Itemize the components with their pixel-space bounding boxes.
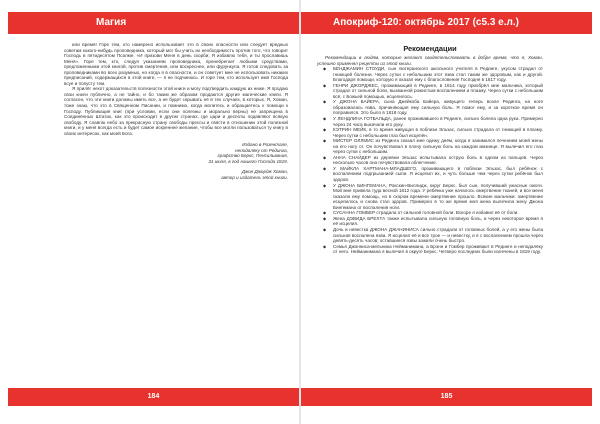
list-item: ◆ АННА СНАЙДЕР из деревни Эльзас испытывала острую боль в одном из пальцев. Через несколько часов она почувствовала облегчение. [317,155,543,166]
list-item: ◆ У МАЙКЛА ХАРТМАНА-МЛАДШЕГО, проживающего в поблизи Эльзас, был ребёнок с воспалением подгрызанией сыпи. Я исцелил их, и чуть больше чем через сутки ребёнок был здоров. [317,166,543,183]
left-page-header: Магия [8,12,299,34]
list-item: ◆ У ДЖОНА БАЙЕРА, сына Джейкоба Байера, живущего теперь возле Рединга, на ноге образовалась язва, причиняющая ему сильную боль. Я помог ему, и за короткое время он поправился. Это было в 1818 году. [317,99,543,116]
right-page-number: 185 [301,388,592,406]
left-page-body [64,42,288,181]
list-item: ◆ У ДЖОНА БИНГЕМАНА, Рокскин-Виллидж, округ Беркс, был сын, получивший ужасные ожоги. Мой мне привела туда весной 1812 года. У ребёнка уже началось омертвение тканей, и все меня оказали ему помощь, но в скором времени омертвение прошло. Всякие мальчики: омертвение исцелилось и снова стал здоров. Примерно в то же время моя жена вылечила жену Джона Бингемана от воспаления ноги. [317,183,543,211]
list-item: ◆ КЭТРИН МЕЙК, в то время живущая в поблизи Эльзас, сильно страдала от гниющей в плазму. Через сутки с небольшим глаз был исцелён. [317,127,543,138]
list-item: ◆ Жена ДЭВИДА БРЕХТА также испытывала сильную головную боль, и через некоторое время я её исцелил. [317,216,543,227]
list-item: ◆ Семья Джонниса-мельника Нейманимана, а Брэнн и Гомбер проживают в Рединге и неподалёку от него. Нейманимана я вылечил в округе Беркс. Четверо последних были излечены в 1819 году. [317,244,543,255]
signature-line: неподалёку от Рединга, [235,147,288,153]
right-page-body [317,44,543,255]
intro-text: Рекомендации в людям, которые желают свидетельствовать в добре время, что я, Хоман, успешно применял рецепты из этой книги. [317,55,543,66]
right-page-header: Апокриф-120: октябрь 2017 (с5.3 е.л.) [301,12,592,34]
list-item: ◆ МИСТЕР ОЛЛМИС из Рединга сказал мне одежу днём, когда я занимался лечением моей жены на его ногу от. Он почувствовал в плачу сильную боль на каждом мизинце. Я вылечил его глаз через сутки с небольшим. [317,138,543,155]
signature-line: Издано в Розентале, [242,142,288,148]
list-item: ◆ БЕНДЖАМИН СТОУДИ, сын лютеранского школьного учителя в Рединге, укусом страдал от гниющей болезни. Через сутки с небольшим этот язва стал таким же здоровым, как и другой. Благодаря помощи, которую я оказал ему с благословения Господня в 1817 году. [317,66,543,83]
list-item: ◆ ГЕНРИ ДЖОРДЖЕС, проживающий в Рединге, в 1814 году приобрёл мне мальчика, который страдал от сильной боли, вызванной рожистым воспалением и плазму. Через сутки с небольшим всё, с Божьей помощью, исцелилось. [317,83,543,100]
paragraph: Я прилёг нехот доказательств полезности этой книги и могу подтвердить каждую из ниже. Я продаю свои книги публично, а не тайно, и бо таким же образом продаются другие магические книги. Я согласен, что эти книги должны иметь все, а не будет скрывать её в тех случаях, в которых. Я, Хоман, тоже знаю, что это в Священном Писании, и помнимо, когда молитесь и обращаетесь к помощи к Господу. Публикация книг (при условии, если они полезны и морально верны) не запрещена в Соединённых Штатах, как это происходит в других странах, где цари и деспоты подавляют всякую свободу. Я славлю небо за прекрасную страну свободы прессы и свясти в отношении этой полезной книги, и у меня всегда есть и будет самое искреннее желание, чтобы все могли пользоваться ту книгу в своих интересах, как моей Бога. [64,86,288,136]
left-page [0,0,299,424]
paragraph: или время! Горе тем, кто намерено использовает это в своих опасности или следует вредных советам какого-нибудь проповедника, который мог бы учить их необходимость против того, что говорит Господь в пятидесятом Псалме. «И призови Меня в день скорби; Я избавлю тебя, и ты прославишь Меня». Горе тем, кто, следуя указаниям проповедника, пренебрегает любыми средствами, предложенными этой книгой, против смертения, или воскреснее, или фурункула. Я готов следовать за проповедниками во всех разумных, но когда я в опасности, и он советует мне не использовать никаких предписаний, содержащихся в этой книге, — я не подчинюсь. И горе тем, кто использует имя Господа всуе и попусту тем. [64,42,288,86]
signature-line: 31 июля, в год нашего Господа 1819. [208,158,288,164]
signature-line: автор и издатель этой книги. [221,175,288,181]
left-page-number: 184 [8,388,299,406]
testimonial-list [317,66,543,255]
right-page [301,0,600,424]
list-item: ◆ СУСАННА ГОМБЕР страдала от сильной головной боли. Вскоре я избавил её от боли. [317,210,543,216]
signature-block [64,136,288,180]
section-title: Рекомендации [403,44,457,53]
signature-line: графство Беркс, Пенсильвания, [217,153,288,159]
list-item: ◆ Дочь и невестка ДЖОНА ДЖАНИНИСА сильно страдали от головных болей, а у его жены была сильная воспалена язва. Я исцелил её и все трое — и невестку, и я с воспалением прошла через девять-десять часов; оставшиеся язвы зажили очень быстро. [317,227,543,244]
signature-line: Джон Джордж Хоман, [241,169,288,175]
list-item: ◆ У ЛЕНДЛИНА ГОТБАЛЬДА, ранее проживавшего в Рединге, сильно болела одна рука. Примерно через 24 часа выкачали его руку. [317,116,543,127]
